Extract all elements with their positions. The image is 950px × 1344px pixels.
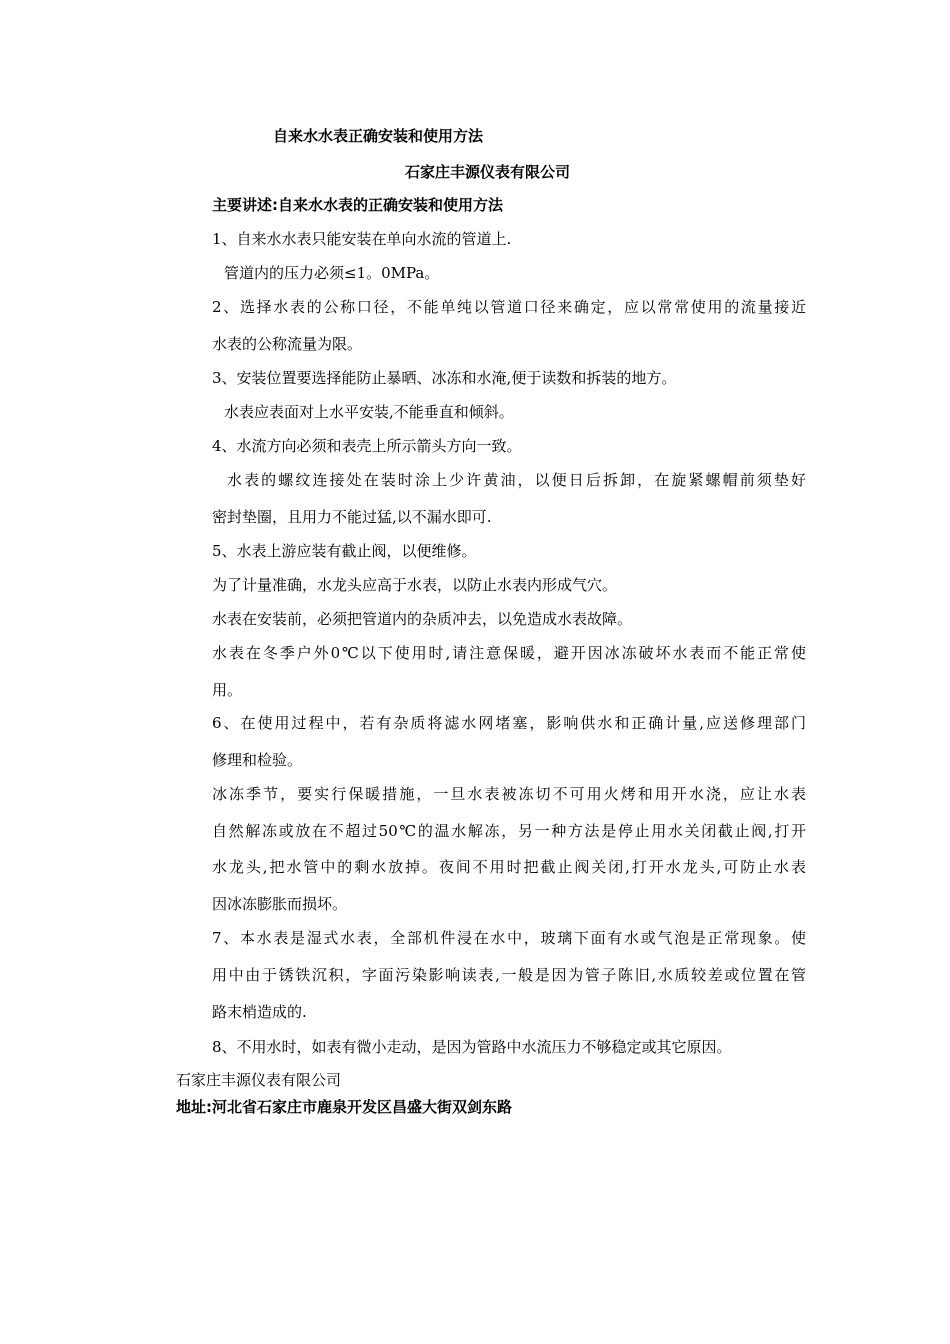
paragraph-line: 冰冻季节，要实行保暖措施，一旦水表被冻切不可用火烤和用开水浇，应让水表 [212, 785, 806, 803]
paragraph-line: 1、自来水水表只能安装在单向水流的管道上. [212, 230, 512, 248]
paragraph-line: 自然解冻或放在不超过50℃的温水解冻，另一种方法是停止用水关闭截止阀,打开 [212, 822, 806, 840]
footer-address: 地址:河北省石家庄市鹿泉开发区昌盛大街双剑东路 [176, 1098, 513, 1116]
paragraph-line: 5、水表上游应装有截止阀，以便维修。 [212, 542, 477, 560]
paragraph-line: 水表的公称流量为限。 [212, 335, 363, 353]
paragraph-line: 4、水流方向必须和表壳上所示箭头方向一致。 [212, 437, 522, 455]
paragraph-line: 2、选择水表的公称口径，不能单纯以管道口径来确定，应以常常使用的流量接近 [212, 298, 806, 316]
paragraph-line: 水表在冬季户外0℃以下使用时,请注意保暖，避开因冰冻破坏水表而不能正常使 [212, 644, 806, 662]
paragraph-line: 3、安装位置要选择能防止暴晒、冰冻和水淹,便于读数和拆装的地方。 [212, 369, 677, 387]
paragraph-line: 用。 [212, 681, 243, 699]
company-header: 石家庄丰源仪表有限公司 [405, 163, 571, 181]
paragraph-line: 水龙头,把水管中的剩水放掉。夜间不用时把截止阀关闭,打开水龙头,可防止水表 [212, 858, 806, 876]
paragraph-line: 用中由于锈铁沉积，字面污染影响读表,一般是因为管子陈旧,水质较差或位置在管 [212, 966, 806, 984]
paragraph-line: 水表应表面对上水平安装,不能垂直和倾斜。 [224, 403, 514, 421]
paragraph-line: 密封垫圈，且用力不能过猛,以不漏水即可. [212, 508, 492, 526]
paragraph-line: 管道内的压力必须≤1。0MPa。 [224, 264, 440, 282]
paragraph-line: 7、本水表是湿式水表，全部机件浸在水中，玻璃下面有水或气泡是正常现象。使 [212, 929, 806, 947]
paragraph-line: 6、在使用过程中，若有杂质将滤水网堵塞，影响供水和正确计量,应送修理部门 [212, 714, 806, 732]
paragraph-line: 路末梢造成的. [212, 1003, 307, 1021]
document-title: 自来水水表正确安装和使用方法 [273, 127, 484, 145]
paragraph-line: 8、不用水时，如表有微小走动，是因为管路中水流压力不够稳定或其它原因。 [212, 1038, 732, 1056]
paragraph-line: 水表在安装前，必须把管道内的杂质冲去，以免造成水表故障。 [212, 610, 633, 628]
paragraph-line: 修理和检验。 [212, 751, 303, 769]
footer-company: 石家庄丰源仪表有限公司 [176, 1071, 342, 1089]
paragraph-line: 为了计量准确，水龙头应高于水表，以防止水表内形成气穴。 [212, 576, 618, 594]
summary-line: 主要讲述:自来水水表的正确安装和使用方法 [212, 196, 504, 214]
paragraph-line: 因冰冻膨胀而损坏。 [212, 895, 348, 913]
paragraph-line: 水表的螺纹连接处在装时涂上少许黄油，以便日后拆卸，在旋紧螺帽前须垫好 [227, 471, 806, 489]
